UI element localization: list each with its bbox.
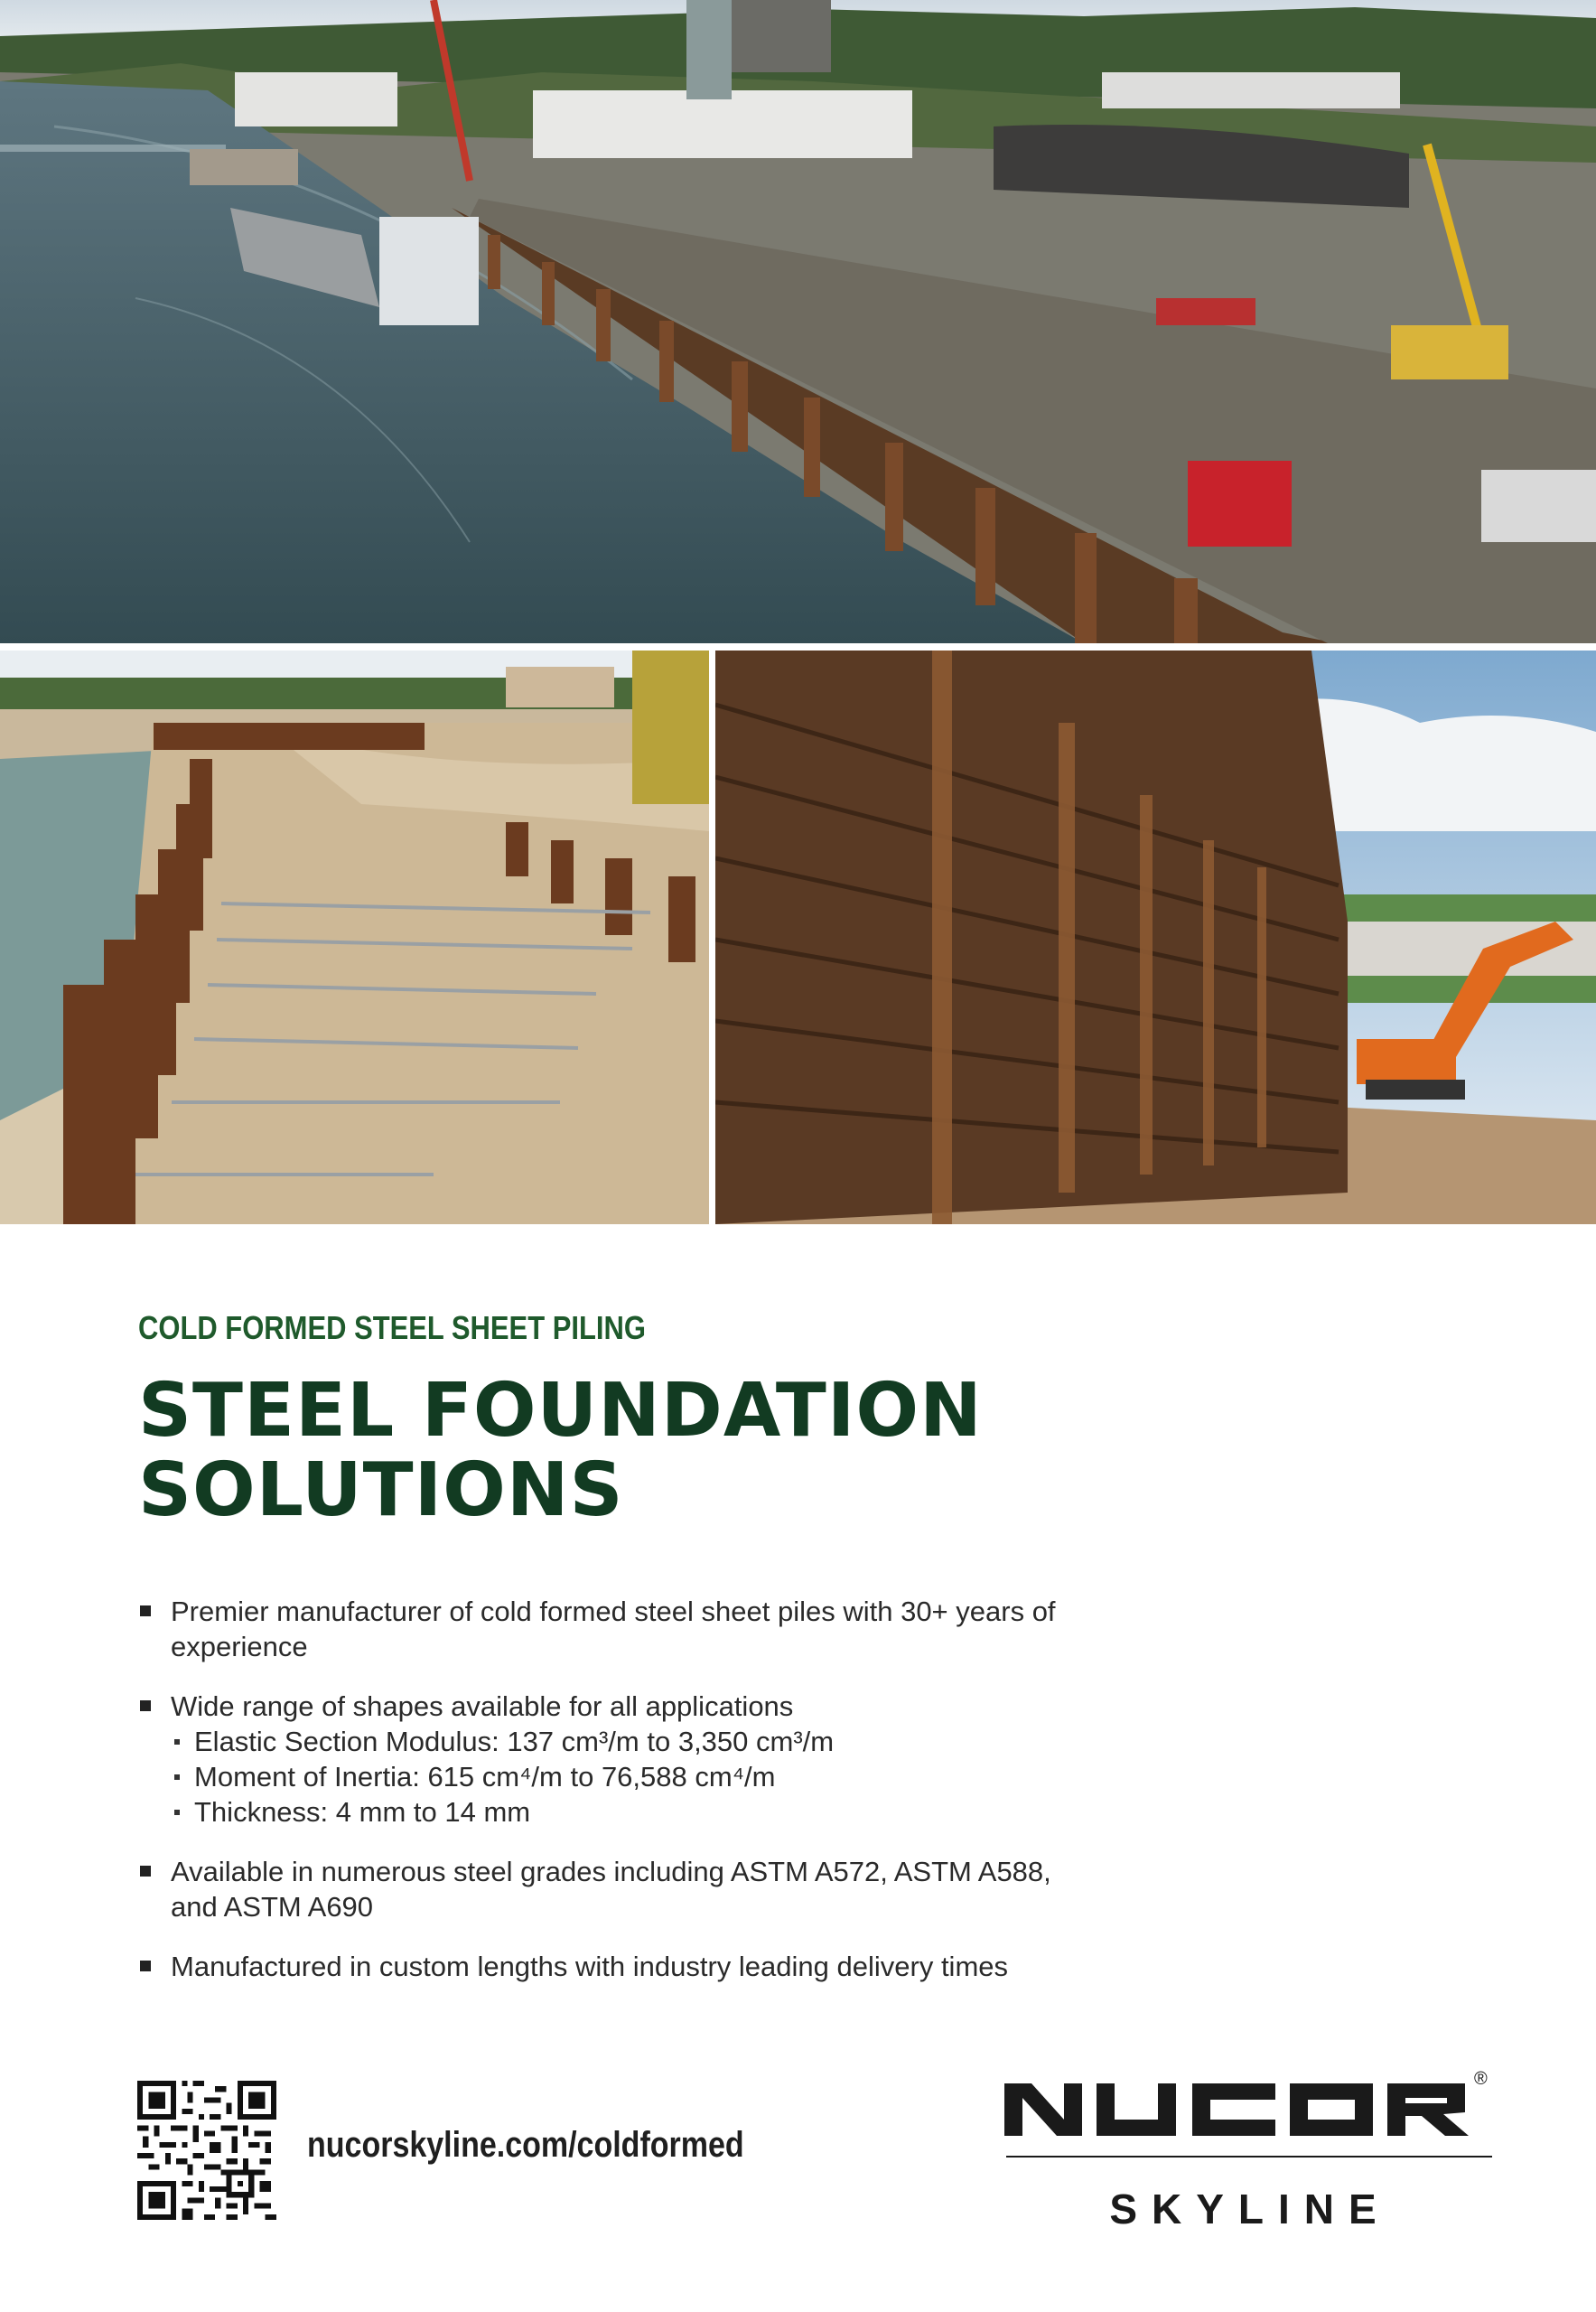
bullet-dot-icon (174, 1810, 180, 1815)
bullet-square-icon (140, 1700, 151, 1711)
content-block (138, 1308, 1132, 2008)
feature-item (138, 1949, 1096, 1984)
page-title (138, 1368, 1132, 1533)
logo-divider (1006, 2156, 1492, 2158)
feature-subitem-text: Elastic Section Modulus: 137 cm³/m to 3,350 cm³/m (194, 1726, 835, 1757)
bullet-square-icon (140, 1866, 151, 1877)
photo-sheet-pile-tie-rods (0, 651, 709, 1224)
feature-subitem-text: Thickness: 4 mm to 14 mm (194, 1796, 531, 1828)
feature-text: Manufactured in custom lengths with industry leading delivery times (171, 1951, 1009, 1982)
feature-item (138, 1689, 1096, 1830)
feature-text: Premier manufacturer of cold formed steel sheet piles with 30+ years of experience (171, 1596, 1056, 1662)
feature-list (138, 1594, 1096, 1984)
feature-text: Available in numerous steel grades including ASTM A572, ASTM A588, and ASTM A690 (171, 1856, 1051, 1923)
registered-mark: ® (1474, 2069, 1488, 2089)
bullet-square-icon (140, 1961, 151, 1971)
page-title-line-1: STEEL FOUNDATION (138, 1368, 983, 1454)
feature-text: Wide range of shapes available for all applications (171, 1690, 794, 1722)
feature-item (138, 1854, 1096, 1924)
feature-subitem-text: Moment of Inertia: 615 cm⁴/m to 76,588 cm⁴/m (194, 1761, 776, 1793)
qr-code-icon[interactable] (137, 2081, 276, 2220)
nucor-wordmark-icon (1004, 2078, 1474, 2141)
logo-subtitle: SKYLINE (1109, 2186, 1391, 2232)
feature-subitem (171, 1759, 1096, 1794)
page-title-line-2: SOLUTIONS (138, 1447, 624, 1533)
feature-item (138, 1594, 1096, 1664)
kicker-label: COLD FORMED STEEL SHEET PILING (138, 1309, 646, 1346)
website-link[interactable]: nucorskyline.com/coldformed (307, 2125, 744, 2165)
photo-aerial-riverfront (0, 0, 1596, 643)
bullet-square-icon (140, 1605, 151, 1616)
bullet-dot-icon (174, 1774, 180, 1780)
feature-subitem (171, 1794, 1096, 1830)
nucor-skyline-logo (1004, 2069, 1496, 2232)
feature-subitem (171, 1724, 1096, 1759)
feature-sublist (171, 1724, 1096, 1830)
photo-retaining-wall-excavator (715, 651, 1596, 1224)
bullet-dot-icon (174, 1739, 180, 1745)
